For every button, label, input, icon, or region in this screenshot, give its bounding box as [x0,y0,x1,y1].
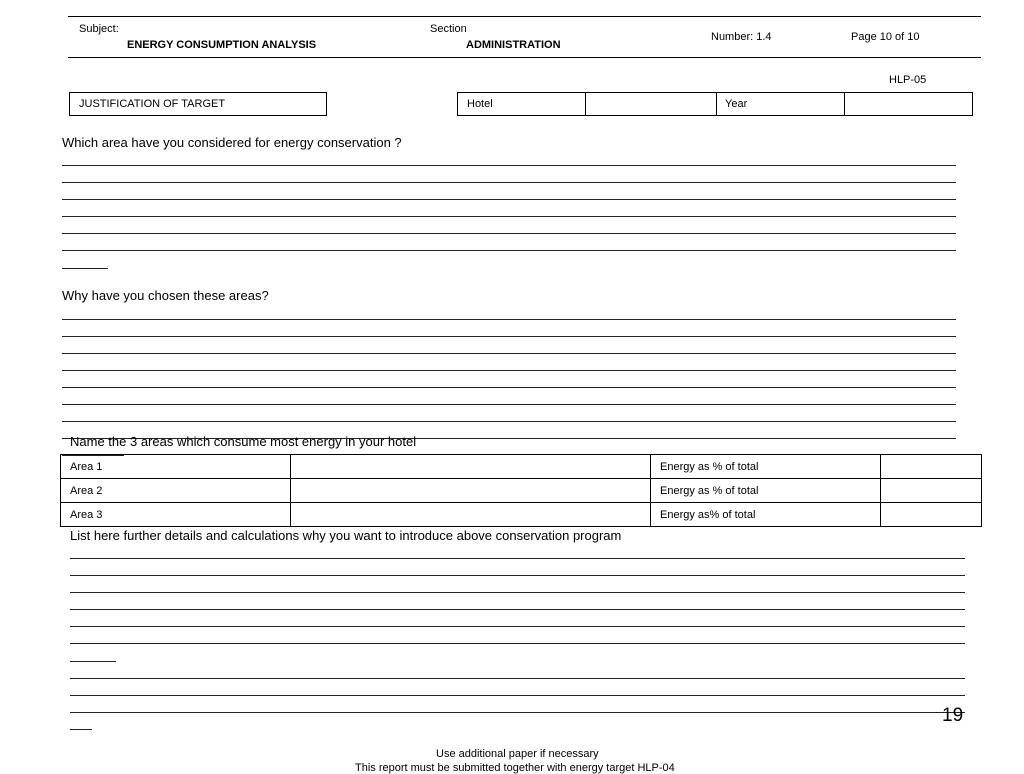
question-2: Why have you chosen these areas? [62,288,269,303]
question-3: Name the 3 areas which consume most energy in your hotel [70,434,417,449]
justification-title-box [69,92,327,116]
header-bottom-rule [68,57,981,58]
question-4: List here further details and calculations why you want to introduce above conservation program [70,528,622,543]
table-row [61,503,982,527]
doc-number: Number: 1.4 [711,31,772,43]
area-name-field[interactable] [291,455,651,479]
year-field[interactable] [844,93,973,115]
hotel-label: Hotel [467,98,493,110]
question-1: Which area have you considered for energy conservation ? [62,135,402,150]
hotel-field[interactable] [585,93,717,115]
energy-percent-field[interactable] [881,455,982,479]
energy-label: Energy as % of total [651,479,881,503]
footer-note-2: This report must be submitted together with energy target HLP-04 [355,762,675,774]
subject-value: ENERGY CONSUMPTION ANALYSIS [127,39,317,51]
section-value: ADMINISTRATION [466,39,561,51]
year-label: Year [725,98,748,110]
energy-label: Energy as% of total [651,503,881,527]
area-name-field[interactable] [291,479,651,503]
areas-table [60,454,982,527]
form-code: HLP-05 [889,74,927,86]
energy-label: Energy as % of total [651,455,881,479]
hotel-year-box [457,92,973,116]
area-label: Area 3 [61,503,291,527]
page-indicator: Page 10 of 10 [851,31,920,43]
table-row [61,455,982,479]
section-label: Section [430,23,467,35]
area-name-field[interactable] [291,503,651,527]
footer-note-1: Use additional paper if necessary [436,748,599,760]
page-number: 19 [942,705,964,726]
table-row [61,479,982,503]
energy-percent-field[interactable] [881,479,982,503]
area-label: Area 2 [61,479,291,503]
subject-label: Subject: [79,23,119,35]
header-top-rule [68,16,981,17]
energy-percent-field[interactable] [881,503,982,527]
area-label: Area 1 [61,455,291,479]
justification-title: JUSTIFICATION OF TARGET [79,98,226,110]
